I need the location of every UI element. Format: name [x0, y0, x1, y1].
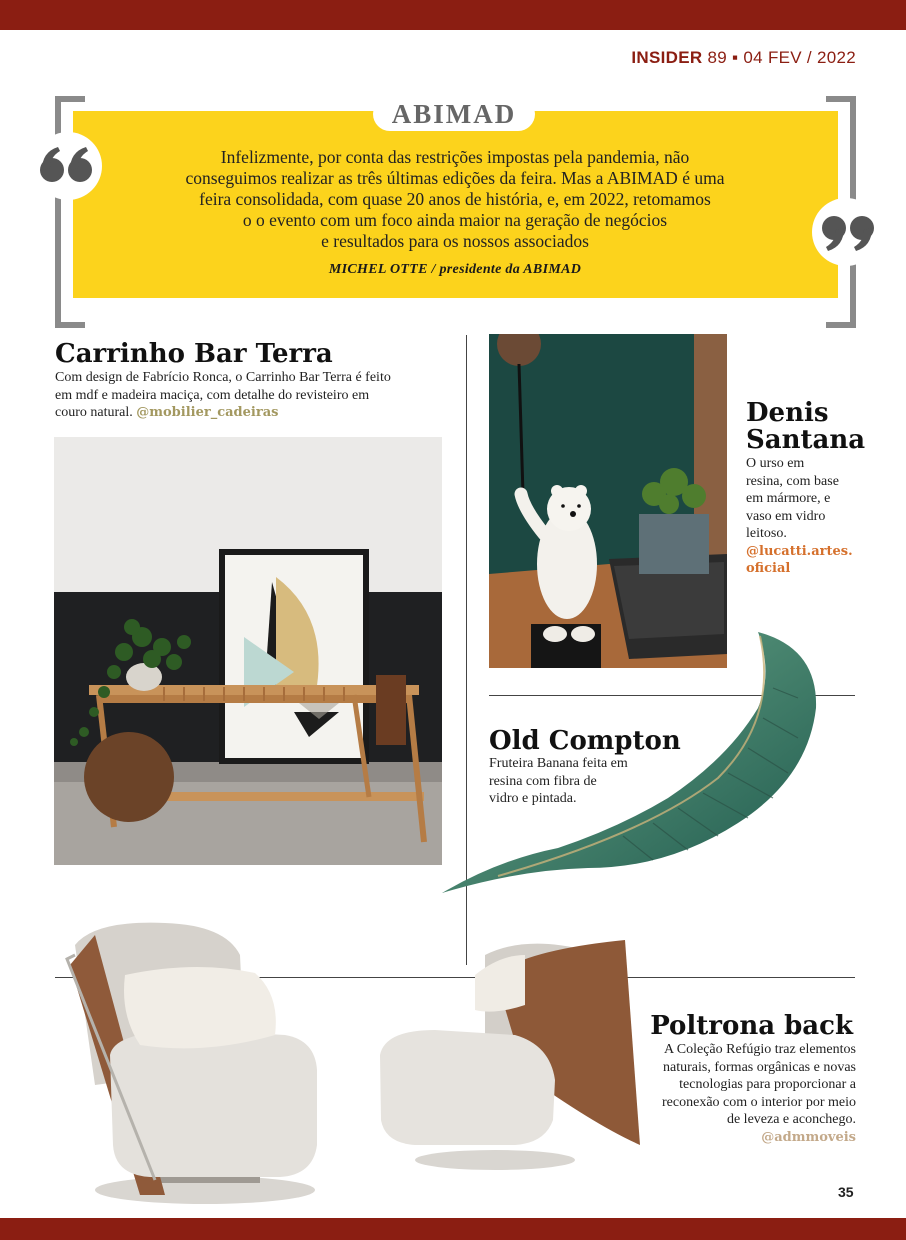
quote-line: e resultados para os nossos associados — [321, 231, 589, 251]
quote-tag: ABIMAD — [373, 97, 535, 131]
page-number: 35 — [838, 1184, 854, 1200]
leaf-bowl-image — [438, 628, 858, 900]
old-compton-line: vidro e pintada. — [489, 791, 577, 806]
poltrona-line: de leveza e aconchego. — [726, 1112, 856, 1127]
denis-line: em mármore, e — [746, 491, 831, 506]
poltrona-line: A Coleção Refúgio traz elementos — [663, 1042, 856, 1057]
quote-line: Infelizmente, por conta das restrições impostas pela pandemia, não — [220, 147, 690, 167]
denis-line: O urso em — [746, 456, 805, 471]
quote-line: o o evento com um foco ainda maior na geração de negócios — [242, 210, 668, 230]
old-compton-line: resina com fibra de — [489, 773, 597, 789]
poltrona-line: reconexão com o interior por meio — [662, 1094, 856, 1110]
denis-line: resina, com base — [746, 473, 839, 489]
carrinho-line: Com design de Fabrício Ronca, o Carrinho Bar Terra é feito — [55, 370, 391, 385]
denis-handle[interactable]: @lucatti.artes. — [746, 543, 853, 559]
poltrona-line: naturais, formas orgânicas e novas — [663, 1059, 856, 1075]
denis-line: vaso em vidro — [746, 508, 826, 524]
carrinho-photo — [54, 437, 442, 865]
poltrona-title: Poltrona back — [650, 1011, 853, 1041]
close-quote-icon — [810, 196, 882, 268]
quote-author: MICHEL OTTE / presidente da ABIMAD — [328, 262, 582, 277]
bottom-color-bar — [0, 1218, 906, 1240]
header-separator: ▪ — [732, 48, 739, 67]
quote-line: conseguimos realizar as três últimas edições da feira. Mas a ABIMAD é uma — [185, 168, 725, 188]
carrinho-handle[interactable]: @mobilier_cadeiras — [136, 405, 279, 420]
issue-number: 89 — [707, 48, 728, 67]
open-quote-icon — [32, 130, 104, 202]
carrinho-title: Carrinho Bar Terra — [55, 339, 333, 369]
quote-text — [120, 147, 790, 252]
issue-date: 04 FEV / 2022 — [743, 48, 856, 67]
magazine-name: INSIDER — [631, 48, 703, 67]
carrinho-line-last — [55, 404, 455, 422]
denis-title — [746, 400, 865, 454]
quote-line: feira consolidada, com quase 20 anos de história, e, em 2022, retomamos — [199, 189, 711, 209]
denis-title-line: Santana — [746, 425, 866, 455]
armchairs-image — [55, 895, 645, 1215]
denis-description — [746, 455, 861, 578]
denis-handle[interactable]: oficial — [746, 561, 791, 576]
poltrona-description — [616, 1041, 856, 1146]
old-compton-line: Fruteira Banana feita em — [489, 756, 628, 771]
carrinho-line-text: couro natural. — [55, 405, 133, 420]
old-compton-title: Old Compton — [489, 726, 681, 756]
poltrona-handle[interactable]: @admmoveis — [761, 1129, 856, 1145]
denis-photo — [489, 334, 727, 668]
top-color-bar — [0, 0, 906, 30]
carrinho-line: em mdf e madeira maciça, com detalhe do revisteiro em — [55, 387, 370, 403]
denis-line: leitoso. — [746, 526, 787, 541]
carrinho-description — [55, 369, 455, 422]
denis-title-line: Denis — [746, 398, 829, 428]
issue-header — [631, 48, 856, 68]
poltrona-line: tecnologias para proporcionar a — [679, 1077, 856, 1092]
